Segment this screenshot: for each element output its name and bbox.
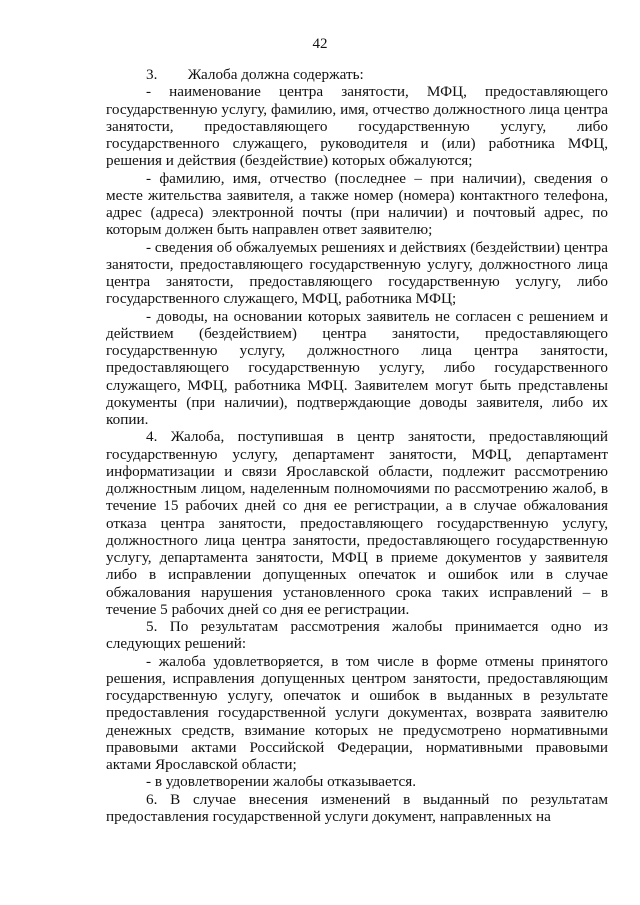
document-body xyxy=(106,66,608,825)
paragraph-item-6: 6. В случае внесения изменений в выданный по результатам предоставления государственной услуги документ, направленных на xyxy=(106,790,608,825)
paragraph-item-5: 5. По результатам рассмотрения жалобы принимается одно из следующих решений: xyxy=(106,618,608,653)
paragraph-bullet-appealed-decisions: - сведения об обжалуемых решениях и действиях (бездействии) центра занятости, предоставляющего государственную услугу, должностного лица центра занятости, предоставляющего государственную услугу, либо государственного служащего, МФЦ, работника МФЦ; xyxy=(106,238,608,308)
page-number: 42 xyxy=(312,36,328,52)
paragraph-bullet-complaint-rejected: - в удовлетворении жалобы отказывается. xyxy=(146,773,417,791)
paragraph-bullet-complaint-satisfied: - жалоба удовлетворяется, в том числе в форме отмены принятого решения, исправления допущенных центром занятости, предоставляющим государственную услугу, опечаток и ошибок в выданных в результате предоставления государственной услуги документах, возврата заявителю денежных средств, взимание которых не предусмотрено нормативными правовыми актами Российской Федерации, нормативными правовыми актами Ярославской области; xyxy=(106,652,608,773)
paragraph-bullet-names: - наименование центра занятости, МФЦ, предоставляющего государственную услугу, фамилию, имя, отчество должностного лица центра занятости, предоставляющего государственную услугу, либо государственного служащего, руководителя и (или) работника МФЦ, решения и действия (бездействие) которых обжалуются; xyxy=(106,83,608,170)
paragraph-bullet-applicant-details: - фамилию, имя, отчество (последнее – при наличии), сведения о месте жительства заявителя, а также номер (номера) контактного телефона, адрес (адреса) электронной почты (при наличии) и почтовый адрес, по которым должен быть направлен ответ заявителю; xyxy=(106,169,608,239)
paragraph-bullet-arguments: - доводы, на основании которых заявитель не согласен с решением и действием (бездействием) центра занятости, предоставляющего государственную услугу, должностного лица центра занятости, предоставляющего государственную услугу, либо государственного служащего, МФЦ, работника МФЦ. Заявителем могут быть представлены документы (при наличии), подтверждающие доводы заявителя, либо их копии. xyxy=(106,307,608,428)
paragraph-item-4: 4. Жалоба, поступившая в центр занятости, предоставляющий государственную услугу, департамент занятости, МФЦ, департамент информатизации и связи Ярославской области, подлежит рассмотрению должностным лицом, наделенным полномочиями по рассмотрению жалоб, в течение 15 рабочих дней со дня ее регистрации, а в случае обжалования отказа центра занятости, предоставляющего государственную услугу, должностного лица центра занятости, предоставляющего государственную услугу, департамента занятости, МФЦ в приеме документов у заявителя либо в исправлении допущенных опечаток и ошибок или в случае обжалования нарушения установленного срока таких исправлений – в течение 5 рабочих дней со дня ее регистрации. xyxy=(106,428,608,618)
paragraph-item-3-heading: 3. Жалоба должна содержать: xyxy=(146,66,364,83)
